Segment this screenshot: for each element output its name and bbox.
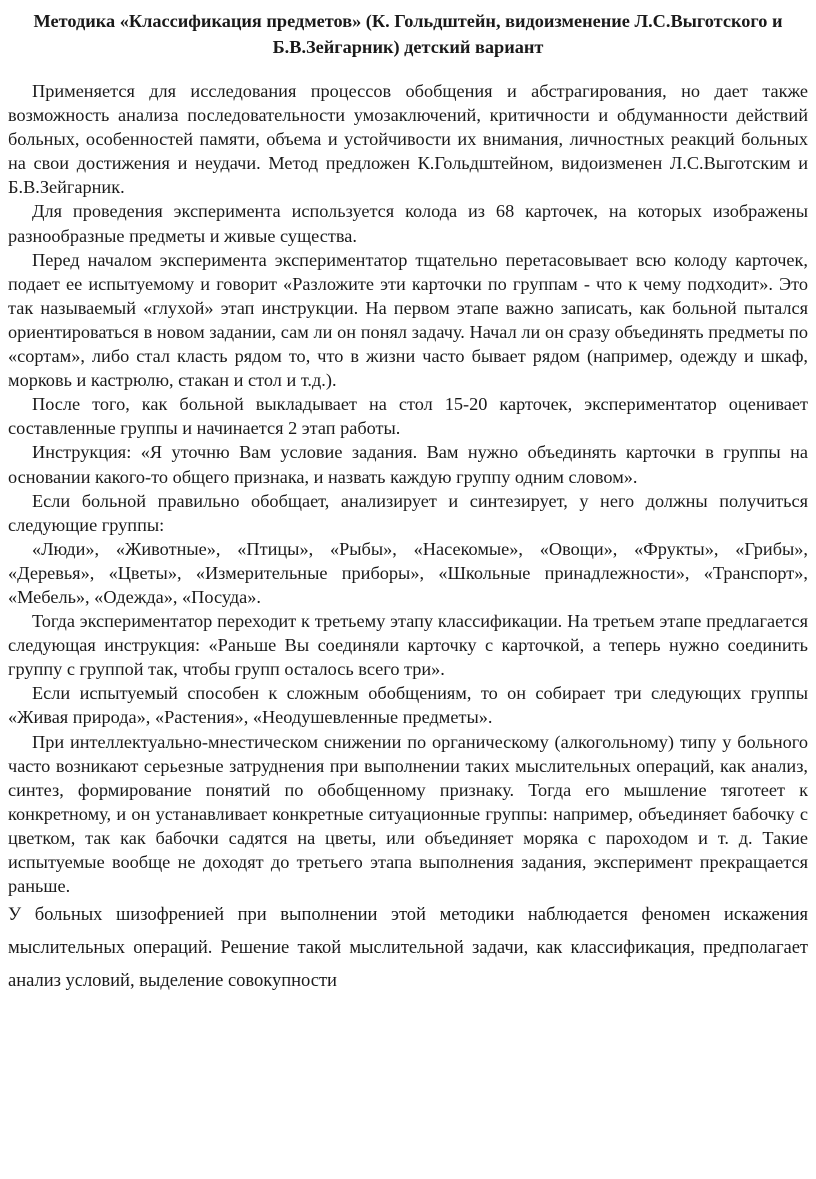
paragraph-10: При интеллектуально-мнестическом снижении по органическому (алкогольному) типу у больного часто возникают серьезные затруднения при выполнении таких мыслительных операций, как анализ, синтез, формирование понятий по обобщенному признаку. Тогда его мышление тяготеет к конкретному, и он устанавливает конкретные ситуационные группы: например, объединяет бабочку с цветком, так как бабочки садятся на цветы, или объединяет моряка с пароходом и т. д. Такие испытуемые вообще не доходят до третьего этапа выполнения задания, эксперимент прекращается раньше. bbox=[8, 731, 808, 897]
paragraph-4: После того, как больной выкладывает на стол 15-20 карточек, экспериментатор оценивает составленные группы и начинается 2 этап работы. bbox=[8, 394, 808, 439]
paragraph-7-group-list: «Люди», «Животные», «Птицы», «Рыбы», «Насекомые», «Овощи», «Фрукты», «Грибы», «Деревья», «Цветы», «Измерительные приборы», «Школьные принадлежности», «Транспорт», «Мебель», «Одежда», «Посуда». bbox=[8, 538, 808, 607]
paragraph-2: Для проведения эксперимента используется колода из 68 карточек, на которых изображены разнообразные предметы и живые существа. bbox=[8, 201, 808, 246]
paragraph-1: Применяется для исследования процессов обобщения и абстрагирования, но дает также возможность анализа последовательности умозаключений, критичности и обдуманности действий больных, особенностей памяти, объема и устойчивости их внимания, личностных реакций больных на свои достижения и неудачи. Метод предложен К.Гольдштейном, видоизменен Л.С.Выготским и Б.В.Зейгарник. bbox=[8, 81, 808, 198]
paragraph-3: Перед началом эксперимента экспериментатор тщательно перетасовывает всю колоду карточек, подает ее испытуемому и говорит «Разложите эти карточки по группам - что к чему подходит». Это так называемый «глухой» этап инструкции. На первом этапе важно записать, как больной пытался ориентироваться в новом задании, сам ли он понял задачу. Начал ли он сразу объединять предметы по «сортам», либо стал класть рядом то, что в жизни часто бывает рядом (например, одежду и шкаф, морковь и кастрюлю, стакан и стол и т.д.). bbox=[8, 249, 808, 391]
paragraph-5: Инструкция: «Я уточню Вам условие задания. Вам нужно объединять карточки в группы на основании какого-то общего признака, и назвать каждую группу одним словом». bbox=[8, 442, 808, 487]
closing-paragraph: У больных шизофренией при выполнении этой методики наблюдается феномен искажения мыслительных операций. Решение такой мыслительной задачи, как классификация, предполагает анализ условий, выделение совокупности bbox=[8, 904, 808, 992]
document-title: Методика «Классификация предметов» (К. Гольдштейн, видоизменение Л.С.Выготского и Б.В.Зейгарник) детский вариант bbox=[33, 11, 783, 57]
paragraph-6: Если больной правильно обобщает, анализирует и синтезирует, у него должны получиться следующие группы: bbox=[8, 490, 808, 535]
paragraph-8: Тогда экспериментатор переходит к третьему этапу классификации. На третьем этапе предлагается следующая инструкция: «Раньше Вы соединяли карточку с карточкой, а теперь нужно соединить группу с группой так, чтобы групп осталось всего три». bbox=[8, 611, 808, 680]
paragraph-9: Если испытуемый способен к сложным обобщениям, то он собирает три следующих группы «Живая природа», «Растения», «Неодушевленные предметы». bbox=[8, 683, 808, 728]
